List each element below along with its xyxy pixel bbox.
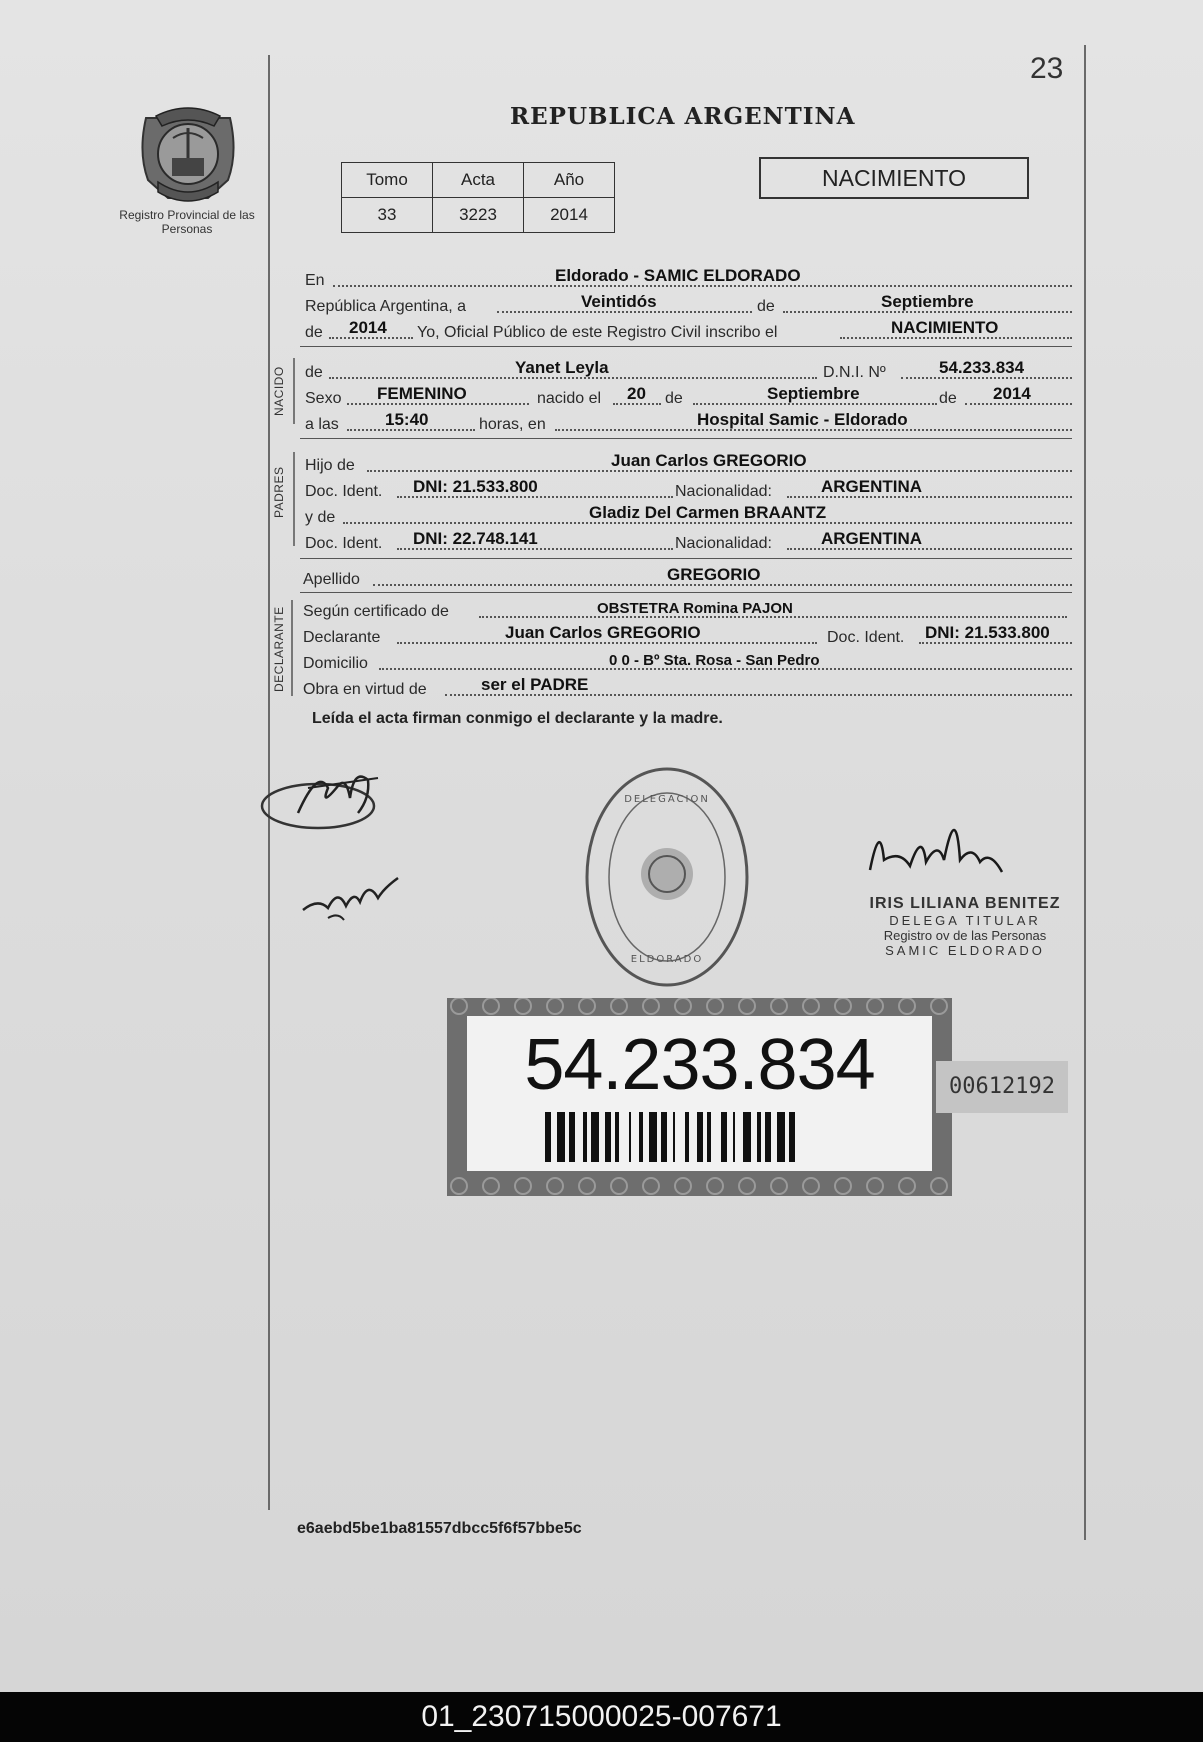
footer-id: 01_230715000025-007671 [421,1700,782,1733]
declarant-signature [258,758,398,838]
field-value: 2014 [993,384,1031,403]
registry-value-row [342,198,615,233]
svg-text:DELEGACION: DELEGACION [624,794,710,805]
section-label-declarante: DECLARANTE [272,606,286,692]
field-label: Hijo de [305,457,355,474]
page-title: REPUBLICA ARGENTINA [510,103,856,130]
field-value: ARGENTINA [821,477,923,496]
row-padre [305,449,1072,475]
registry-value-cell: 2014 [524,198,615,233]
barcode-label [447,998,952,1196]
field-value: 20 [627,384,646,403]
field-value: Gladiz Del Carmen BRAANTZ [589,503,827,522]
field-value: NACIMIENTO [891,318,999,337]
field-label: horas, en [479,416,546,433]
field-label: Según certificado de [303,603,449,620]
record-type-box: NACIMIENTO [759,157,1029,199]
declarante-bracket [291,600,293,696]
official-name: IRIS LILIANA BENITEZ [869,895,1061,912]
padres-bracket [293,452,295,546]
registry-header-row [342,163,615,198]
row-domicilio [303,647,1072,673]
barcode-inner-label [467,1016,932,1171]
official-signature [860,800,1020,890]
field-value: FEMENINO [377,384,467,403]
row-apellido [303,563,1072,589]
field-label: Sexo [305,390,342,407]
province-seal-logo [128,98,248,206]
row-doc-padre [305,475,1072,501]
official-role: DELEGA TITULAR [889,913,1041,928]
field-label: En [305,272,325,289]
footer-id-bar [0,1692,1203,1742]
field-value: Septiembre [881,292,974,311]
row-inscribo [305,316,1072,342]
registry-header-cell: Tomo [342,163,433,198]
field-label: de [305,324,323,341]
field-label: Doc. Ident. [305,483,383,500]
section-label-padres: PADRES [272,466,286,518]
field-value: Hospital Samic - Eldorado [697,410,908,429]
field-label: Domicilio [303,655,368,672]
field-value: Septiembre [767,384,860,403]
field-label: de [757,298,775,315]
row-en [305,264,1072,290]
barcode-bars [545,1112,845,1162]
section-divider [300,346,1072,347]
section-label-nacido: NACIDO [272,366,286,416]
field-value: Juan Carlos GREGORIO [505,623,701,642]
barcode-number: 54.233.834 [524,1025,875,1105]
field-label: Yo, Oficial Público de este Registro Civil inscribo el [417,324,778,341]
field-value: 54.233.834 [939,358,1025,377]
field-label: Doc. Ident. [827,629,905,646]
field-value: Eldorado - SAMIC ELDORADO [555,266,801,285]
field-value: 15:40 [385,410,429,429]
field-label: de [665,390,683,407]
svg-text:ELDORADO: ELDORADO [630,954,704,965]
field-value: DNI: 21.533.800 [413,477,538,496]
registry-table [341,162,615,233]
field-value: DNI: 22.748.141 [413,529,538,548]
field-label: Declarante [303,629,381,646]
field-label: D.N.I. Nº [823,364,886,381]
logo-caption: Registro Provincial de las Personas [119,208,255,236]
field-label: Doc. Ident. [305,535,383,552]
field-label: de [939,390,957,407]
registry-value-cell: 3223 [433,198,524,233]
field-label: Nacionalidad: [675,535,772,552]
field-label: Obra en virtud de [303,681,427,698]
row-declarante [303,621,1072,647]
mother-signature [298,868,408,928]
serial-number: 00612192 [936,1061,1068,1113]
field-value: GREGORIO [667,565,761,584]
field-label: a las [305,416,339,433]
row-madre [305,501,1072,527]
row-certificado [303,595,1072,621]
official-location: SAMIC ELDORADO [885,943,1045,958]
registry-value-cell: 33 [342,198,433,233]
field-label: nacido el [537,390,602,407]
field-value: ser el PADRE [481,675,589,694]
registry-header-cell: Acta [433,163,524,198]
official-office: Registro ov de las Personas [883,928,1047,943]
field-value: OBSTETRA Romina PAJON [597,600,793,617]
row-sexo [305,382,1072,408]
row-obra [303,673,1072,699]
field-label: Nacionalidad: [675,483,772,500]
field-label: y de [305,509,336,526]
document-hash: e6aebd5be1ba81557dbcc5f6f57bbe5c [297,1520,582,1537]
registry-stamp [582,762,752,992]
field-value: DNI: 21.533.800 [925,623,1050,642]
row-nombre [305,356,1072,382]
field-value: Yanet Leyla [515,358,609,377]
nacido-bracket [293,358,295,424]
section-divider [300,438,1072,439]
field-value: Veintidós [581,292,657,311]
field-value: Juan Carlos GREGORIO [611,451,807,470]
row-doc-madre [305,527,1072,553]
right-margin-line [1084,45,1086,1540]
field-value: 0 0 - Bº Sta. Rosa - San Pedro [609,652,820,669]
field-label: República Argentina, a [305,298,466,315]
section-divider [300,592,1072,593]
field-label: Apellido [303,571,360,588]
row-hora [305,408,1072,434]
closing-statement: Leída el acta firman conmigo el declarante y la madre. [312,710,723,727]
row-republica [305,290,1072,316]
page-number: 23 [1030,52,1064,85]
field-label: de [305,364,323,381]
registry-header-cell: Año [524,163,615,198]
section-divider [300,558,1072,559]
field-value: 2014 [349,318,387,337]
official-signature-block [840,895,1090,958]
field-value: ARGENTINA [821,529,923,548]
